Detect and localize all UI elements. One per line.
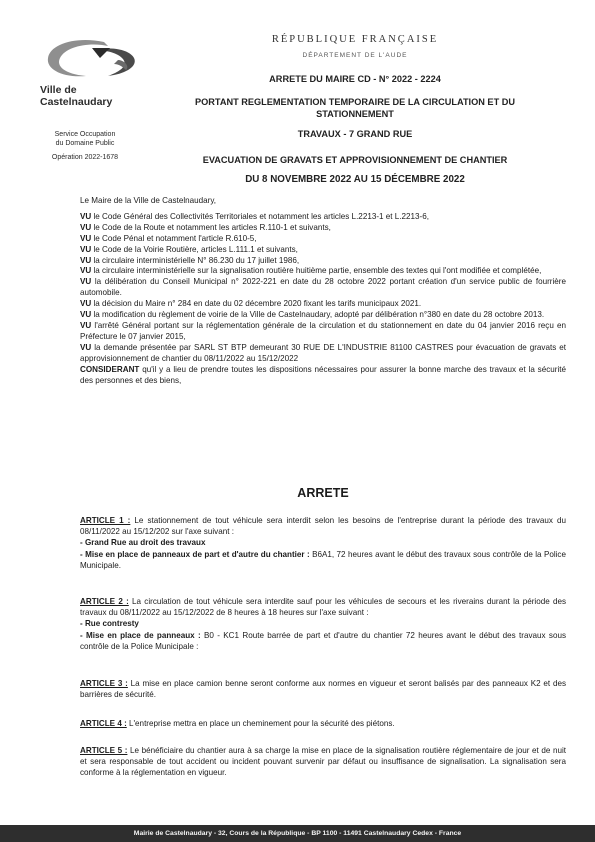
- article-text: L'entreprise mettra en place un cheminement pour la sécurité des piétons.: [126, 719, 395, 728]
- preamble-keyword: VU: [80, 266, 92, 276]
- service-line-2: du Domaine Public: [55, 140, 115, 147]
- preamble-keyword: VU: [80, 244, 92, 254]
- service-block: [30, 130, 140, 162]
- article-text: Le stationnement de tout véhicule sera interdit selon les besoins de l'entreprise durant la période des travaux du 08/11/2022 au 15/12/202 sur l'axe suivant :: [80, 516, 566, 537]
- article-label: ARTICLE 1 :: [80, 516, 131, 525]
- preamble-text: la délibération du Conseil Municipal n° 2022-221 en date du 28 octobre 2022 portant création d'un service public de fourrière automobile.: [80, 277, 566, 298]
- article-panels: [80, 630, 566, 652]
- article-4: [80, 718, 566, 729]
- footer-address: Mairie de Castelnaudary - 32, Cours de la République - BP 1100 - 11491 Castelnaudary Cedex - France: [0, 825, 595, 842]
- preamble-text: le Code de la Voirie Routière, articles L.111.1 et suivants,: [91, 244, 298, 254]
- preamble-text: la décision du Maire n° 284 en date du 02 décembre 2020 fixant les tarifs municipaux 2021.: [91, 299, 422, 309]
- subject-line-2: STATIONNEMENT: [316, 109, 394, 119]
- preamble-item: [80, 234, 566, 245]
- article-3: [80, 678, 566, 700]
- article-body: [80, 515, 566, 537]
- article-body: [80, 596, 566, 618]
- article-label: ARTICLE 4 :: [80, 719, 127, 728]
- preamble-item: [80, 343, 566, 365]
- subject-line-1: PORTANT REGLEMENTATION TEMPORAIRE DE LA CIRCULATION ET DU: [194, 97, 515, 107]
- article-label: ARTICLE 2 :: [80, 597, 129, 606]
- subject-heading: [140, 96, 570, 120]
- dates-heading: DU 8 NOVEMBRE 2022 AU 15 DÉCEMBRE 2022: [245, 174, 465, 185]
- preamble-keyword: VU: [80, 255, 92, 265]
- republic-heading: RÉPUBLIQUE FRANÇAISE: [271, 34, 439, 45]
- article-panels: [80, 549, 566, 571]
- preamble-text: la circulaire interministérielle sur la signalisation routière huitième partie, ensemble des textes qui l'ont modifiée et complétée,: [91, 266, 542, 276]
- preamble-keyword: VU: [80, 342, 92, 352]
- panel-text: B6A1, 72 heures avant le début des travaux sous contrôle de la Police Municipale.: [80, 549, 566, 570]
- article-1: [80, 515, 566, 571]
- preamble-text: le Code Pénal et notamment l'article R.610-5,: [91, 233, 257, 243]
- preamble-item: [80, 266, 566, 277]
- preamble-keyword: VU: [80, 222, 92, 232]
- evacuation-heading: EVACUATION DE GRAVATS ET APPROVISIONNEMENT DE CHANTIER: [202, 155, 508, 165]
- article-street: - Grand Rue au droit des travaux: [80, 538, 206, 548]
- article-5: [80, 745, 566, 779]
- article-body: [80, 718, 566, 729]
- preamble-text: qu'il y a lieu de prendre toutes les dispositions nécessaires pour assurer la bonne marche des travaux et la sécurité des personnes et des biens,: [80, 364, 566, 385]
- article-body: [80, 678, 566, 700]
- article-body: [80, 745, 566, 779]
- preamble-keyword: VU: [80, 277, 92, 287]
- works-heading: TRAVAUX - 7 GRAND RUE: [297, 129, 413, 139]
- article-text: La circulation de tout véhicule sera interdite sauf pour les véhicules de secours et les riverains durant la période des travaux du 08/11/2022 au 15/12/2022 de 8 heures à 18 heures sur l'axe suivant :: [80, 597, 566, 618]
- panel-label: - Mise en place de panneaux :: [80, 630, 201, 640]
- preamble-item: [80, 245, 566, 256]
- preamble-text: l'arrêté Général portant sur la réglementation générale de la circulation et du stationnement en date du 04 janvier 2016 reçu en Préfecture le 07 janvier 2015,: [80, 320, 566, 341]
- article-text: La mise en place camion benne seront conforme aux normes en vigueur et seront balisés par des panneaux K2 et des barrières de sécurité.: [80, 679, 566, 700]
- arrete-number: ARRETE DU MAIRE CD - N° 2022 - 2224: [269, 74, 441, 84]
- article-text: Le bénéficiaire du chantier aura à sa charge la mise en place de la signalisation routière réglementaire de jour et de nuit et sera responsable de tout accident ou incident pouvant survenir par défaut ou insuffisance de signalisation. La signalisation sera conforme à la réglementation en vigueur.: [80, 746, 567, 778]
- preamble-keyword: VU: [80, 320, 92, 330]
- operation-number: Opération 2022-1678: [51, 154, 119, 161]
- preamble-item: [80, 310, 566, 321]
- article-2: [80, 596, 566, 652]
- preamble-keyword: VU: [80, 211, 92, 221]
- department-heading: DÉPARTEMENT DE L'AUDE: [302, 52, 408, 59]
- preamble-keyword: VU: [80, 310, 92, 320]
- preamble-item: [80, 256, 566, 267]
- preamble-item: [80, 365, 566, 387]
- arrete-title: ARRETE: [297, 486, 349, 500]
- logo-text: Ville de Castelnaudary: [40, 84, 113, 108]
- panel-label: - Mise en place de panneaux de part et d'autre du chantier :: [80, 549, 310, 559]
- article-label: ARTICLE 3 :: [80, 679, 128, 688]
- castelnaudary-logo: [34, 36, 144, 82]
- preamble-text: la modification du règlement de voirie de la Ville de Castelnaudary, adopté par délibération n°380 en date du 28 octobre 2013.: [91, 310, 545, 320]
- mayor-line: Le Maire de la Ville de Castelnaudary,: [80, 196, 217, 205]
- preamble-text: le Code de la Route et notamment les articles R.110-1 et suivants,: [91, 222, 331, 232]
- preamble-keyword: VU: [80, 233, 92, 243]
- preamble-text: la demande présentée par SARL ST BTP demeurant 30 RUE DE L'INDUSTRIE 81100 CASTRES pour évacuation de gravats et approvisionnement de chantier du 08/11/2022 au 15/12/2022: [80, 342, 566, 363]
- article-label: ARTICLE 5 :: [80, 746, 128, 755]
- preamble-item: [80, 277, 566, 299]
- preamble-keyword: CONSIDERANT: [80, 364, 140, 374]
- preamble-item: [80, 223, 566, 234]
- preamble-text: le Code Général des Collectivités Territoriales et notamment les articles L.2213-1 et L.2213-6,: [91, 211, 429, 221]
- article-street: - Rue contresty: [80, 619, 139, 629]
- preamble: [80, 196, 566, 386]
- preamble-item: [80, 321, 566, 343]
- preamble-item: [80, 299, 566, 310]
- preamble-keyword: VU: [80, 299, 92, 309]
- panel-text: B0 - KC1 Route barrée de part et d'autre du chantier 72 heures avant le début des travaux sous contrôle de la Police Municipale :: [80, 630, 566, 651]
- service-line-1: Service Occupation: [54, 131, 116, 138]
- preamble-item: [80, 212, 566, 223]
- preamble-text: la circulaire interministérielle N° 86.230 du 17 juillet 1986,: [91, 255, 300, 265]
